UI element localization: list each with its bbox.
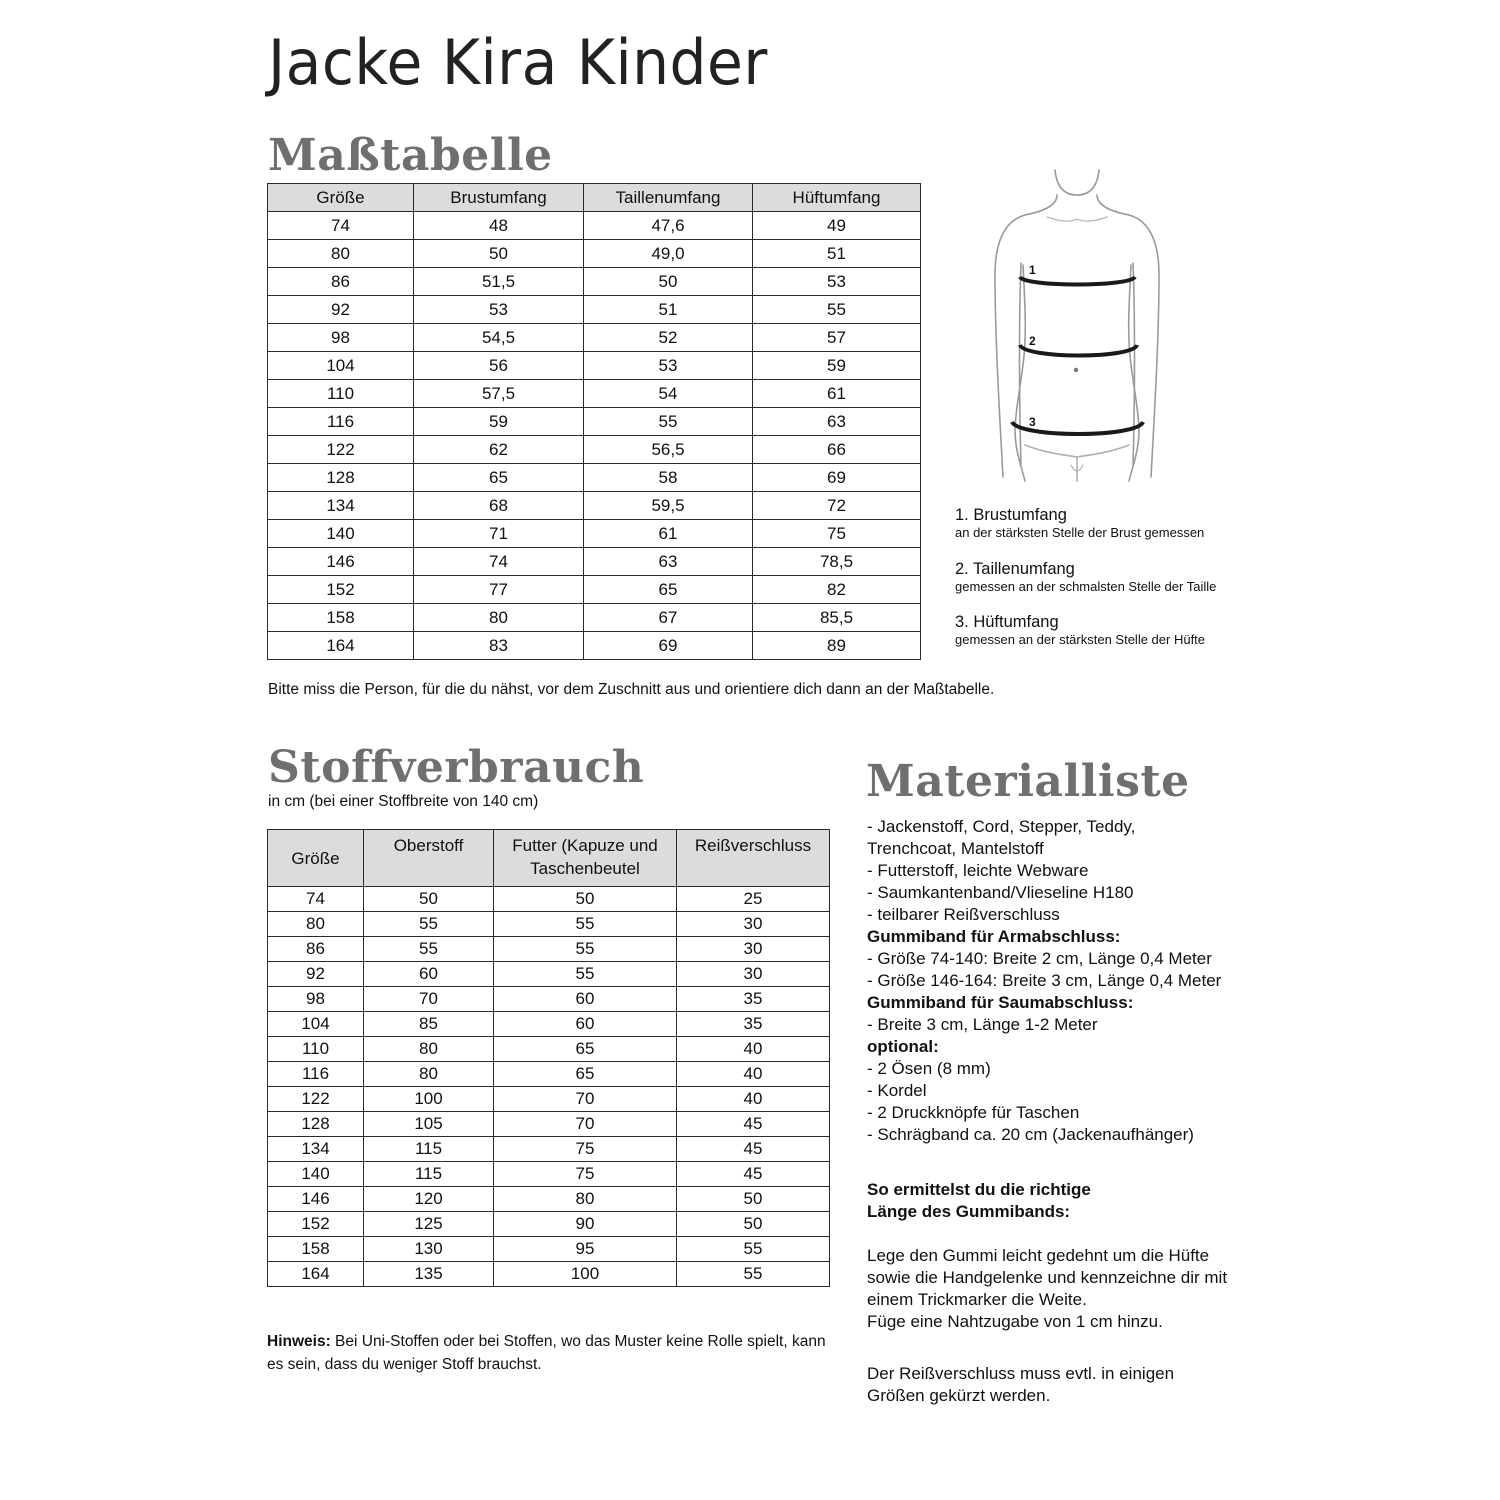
- table-cell: 146: [268, 548, 414, 576]
- table-row: [268, 408, 921, 436]
- table-cell: 134: [268, 1137, 364, 1162]
- table-row: [268, 1162, 830, 1187]
- table-cell: 51: [584, 296, 753, 324]
- fabric-usage-body: [268, 887, 830, 1287]
- table-cell: 92: [268, 296, 414, 324]
- table-cell: 47,6: [584, 212, 753, 240]
- table-cell: 82: [753, 576, 921, 604]
- table-cell: 95: [494, 1237, 677, 1262]
- table-cell: 67: [584, 604, 753, 632]
- table-cell: 59: [414, 408, 584, 436]
- table-row: [268, 1012, 830, 1037]
- zipper-note-line: Der Reißverschluss muss evtl. in einigen: [867, 1364, 1175, 1383]
- table-cell: 83: [414, 632, 584, 660]
- table-cell: 56,5: [584, 436, 753, 464]
- table-row: [268, 1037, 830, 1062]
- legend-item-waist: [955, 559, 1216, 595]
- table-cell: 52: [584, 324, 753, 352]
- table-cell: 60: [494, 987, 677, 1012]
- elastic-instructions: [867, 1179, 1287, 1407]
- table-row: [268, 324, 921, 352]
- table-row: [268, 1062, 830, 1087]
- column-header: Größe: [268, 184, 414, 212]
- table-cell: 50: [677, 1187, 830, 1212]
- elastic-heading-line-1: So ermittelst du die richtige: [867, 1180, 1091, 1199]
- table-cell: 50: [677, 1212, 830, 1237]
- table-cell: 50: [414, 240, 584, 268]
- table-cell: 80: [268, 912, 364, 937]
- legend-title: 3. Hüftumfang: [955, 613, 1059, 631]
- table-cell: 55: [677, 1262, 830, 1287]
- legend-title: 1. Brustumfang: [955, 506, 1067, 524]
- table-cell: 55: [364, 937, 494, 962]
- table-cell: 152: [268, 1212, 364, 1237]
- stoffverbrauch-subtitle: in cm (bei einer Stoffbreite von 140 cm): [268, 793, 539, 810]
- chest-band: [1020, 277, 1135, 285]
- table-cell: 61: [584, 520, 753, 548]
- table-cell: 59,5: [584, 492, 753, 520]
- table-cell: 115: [364, 1137, 494, 1162]
- table-cell: 158: [268, 1237, 364, 1262]
- table-cell: 70: [494, 1112, 677, 1137]
- column-header: Taillenumfang: [584, 184, 753, 212]
- table-row: [268, 962, 830, 987]
- table-cell: 92: [268, 962, 364, 987]
- table-cell: 116: [268, 408, 414, 436]
- legend-description: an der stärksten Stelle der Brust gemessen: [955, 525, 1205, 540]
- table-cell: 71: [414, 520, 584, 548]
- table-cell: 72: [753, 492, 921, 520]
- table-cell: 49,0: [584, 240, 753, 268]
- fabric-usage-table: [267, 829, 830, 1287]
- body-measurement-illustration: [985, 165, 1170, 485]
- table-row: [268, 576, 921, 604]
- hinweis-note: [267, 1330, 827, 1376]
- table-cell: 40: [677, 1037, 830, 1062]
- table-cell: 98: [268, 987, 364, 1012]
- elastic-text-line: Füge eine Nahtzugabe von 1 cm hinzu.: [867, 1312, 1163, 1331]
- material-item: - 2 Druckknöpfe für Taschen: [867, 1103, 1080, 1122]
- table-cell: 146: [268, 1187, 364, 1212]
- hinweis-text: Bei Uni-Stoffen oder bei Stoffen, wo das Muster keine Rolle spielt, kann es sein, dass du weniger Stoff brauchst.: [267, 1333, 826, 1373]
- table-header-row: [268, 184, 921, 212]
- elastic-text-line: Lege den Gummi leicht gedehnt um die Hüfte: [867, 1246, 1210, 1265]
- table-cell: 55: [677, 1237, 830, 1262]
- masstabelle-heading: Maßtabelle: [268, 130, 553, 181]
- stoffverbrauch-heading: Stoffverbrauch: [268, 742, 645, 793]
- table-cell: 30: [677, 937, 830, 962]
- table-cell: 40: [677, 1087, 830, 1112]
- table-cell: 48: [414, 212, 584, 240]
- material-item: - Saumkantenband/Vlieseline H180: [867, 883, 1134, 902]
- table-cell: 62: [414, 436, 584, 464]
- material-item: - Größe 74-140: Breite 2 cm, Länge 0,4 Meter: [867, 949, 1212, 968]
- table-row: [268, 937, 830, 962]
- marker-label-1: 1: [1029, 263, 1036, 277]
- table-cell: 53: [753, 268, 921, 296]
- table-cell: 100: [364, 1087, 494, 1112]
- material-group-heading: Gummiband für Saumabschluss:: [867, 993, 1134, 1012]
- table-cell: 65: [584, 576, 753, 604]
- table-cell: 74: [414, 548, 584, 576]
- material-item: - Größe 146-164: Breite 3 cm, Länge 0,4 Meter: [867, 971, 1222, 990]
- table-cell: 60: [494, 1012, 677, 1037]
- column-header: Reißverschluss: [677, 830, 830, 887]
- table-cell: 45: [677, 1112, 830, 1137]
- table-cell: 110: [268, 1037, 364, 1062]
- table-cell: 85,5: [753, 604, 921, 632]
- table-cell: 55: [584, 408, 753, 436]
- size-chart-body: [268, 212, 921, 660]
- table-cell: 89: [753, 632, 921, 660]
- table-cell: 105: [364, 1112, 494, 1137]
- table-row: [268, 464, 921, 492]
- waist-band: [1020, 345, 1137, 356]
- table-cell: 80: [364, 1037, 494, 1062]
- table-cell: 115: [364, 1162, 494, 1187]
- table-cell: 85: [364, 1012, 494, 1037]
- table-cell: 130: [364, 1237, 494, 1262]
- table-cell: 55: [494, 912, 677, 937]
- table-cell: 57: [753, 324, 921, 352]
- table-cell: 128: [268, 464, 414, 492]
- table-cell: 70: [494, 1087, 677, 1112]
- table-row: [268, 548, 921, 576]
- table-cell: 56: [414, 352, 584, 380]
- legend-description: gemessen an der stärksten Stelle der Hüfte: [955, 632, 1206, 647]
- table-cell: 54,5: [414, 324, 584, 352]
- table-cell: 164: [268, 1262, 364, 1287]
- column-header: Futter (Kapuze und Taschenbeutel: [494, 830, 677, 887]
- table-row: [268, 987, 830, 1012]
- table-cell: 55: [494, 937, 677, 962]
- column-header: Hüftumfang: [753, 184, 921, 212]
- table-cell: 70: [364, 987, 494, 1012]
- table-row: [268, 380, 921, 408]
- table-cell: 158: [268, 604, 414, 632]
- table-cell: 98: [268, 324, 414, 352]
- table-cell: 100: [494, 1262, 677, 1287]
- table-cell: 30: [677, 962, 830, 987]
- table-cell: 86: [268, 937, 364, 962]
- table-cell: 164: [268, 632, 414, 660]
- table-cell: 69: [753, 464, 921, 492]
- column-header: Größe: [268, 830, 364, 887]
- table-cell: 40: [677, 1062, 830, 1087]
- elastic-text-line: sowie die Handgelenke und kennzeichne dir mit: [867, 1268, 1228, 1287]
- table-cell: 120: [364, 1187, 494, 1212]
- table-cell: 65: [494, 1037, 677, 1062]
- table-cell: 53: [414, 296, 584, 324]
- table-cell: 58: [584, 464, 753, 492]
- table-row: [268, 436, 921, 464]
- table-cell: 49: [753, 212, 921, 240]
- table-cell: 54: [584, 380, 753, 408]
- table-cell: 35: [677, 987, 830, 1012]
- column-header: Oberstoff: [364, 830, 494, 887]
- table-cell: 30: [677, 912, 830, 937]
- material-group-heading: optional:: [867, 1037, 939, 1056]
- table-cell: 51,5: [414, 268, 584, 296]
- table-cell: 65: [494, 1062, 677, 1087]
- table-cell: 80: [414, 604, 584, 632]
- table-cell: 122: [268, 1087, 364, 1112]
- table-cell: 65: [414, 464, 584, 492]
- table-cell: 75: [753, 520, 921, 548]
- table-cell: 69: [584, 632, 753, 660]
- table-row: [268, 1262, 830, 1287]
- table-cell: 140: [268, 1162, 364, 1187]
- material-item: - Breite 3 cm, Länge 1-2 Meter: [867, 1015, 1098, 1034]
- table-cell: 80: [268, 240, 414, 268]
- table-cell: 50: [364, 887, 494, 912]
- table-row: [268, 1212, 830, 1237]
- table-cell: 152: [268, 576, 414, 604]
- table-cell: 25: [677, 887, 830, 912]
- table-cell: 59: [753, 352, 921, 380]
- table-cell: 55: [494, 962, 677, 987]
- table-row: [268, 887, 830, 912]
- table-cell: 134: [268, 492, 414, 520]
- legend-title: 2. Taillenumfang: [955, 560, 1075, 578]
- elastic-text-line: einem Trickmarker die Weite.: [867, 1290, 1087, 1309]
- material-item: - Kordel: [867, 1081, 927, 1100]
- table-row: [268, 1237, 830, 1262]
- table-cell: 135: [364, 1262, 494, 1287]
- table-cell: 116: [268, 1062, 364, 1087]
- table-cell: 61: [753, 380, 921, 408]
- document-title: Jacke Kira Kinder: [268, 26, 768, 99]
- legend-description: gemessen an der schmalsten Stelle der Taille: [955, 579, 1217, 594]
- table-cell: 77: [414, 576, 584, 604]
- table-cell: 74: [268, 212, 414, 240]
- table-cell: 35: [677, 1012, 830, 1037]
- table-cell: 57,5: [414, 380, 584, 408]
- size-chart-table: [267, 183, 921, 660]
- table-cell: 140: [268, 520, 414, 548]
- marker-label-2: 2: [1029, 334, 1036, 348]
- material-item: - 2 Ösen (8 mm): [867, 1059, 991, 1078]
- table-cell: 86: [268, 268, 414, 296]
- table-row: [268, 492, 921, 520]
- table-cell: 80: [364, 1062, 494, 1087]
- table-cell: 110: [268, 380, 414, 408]
- table-cell: 90: [494, 1212, 677, 1237]
- legend-item-hip: [955, 612, 1205, 648]
- zipper-note-line: Größen gekürzt werden.: [867, 1386, 1051, 1405]
- table-row: [268, 268, 921, 296]
- table-cell: 50: [584, 268, 753, 296]
- table-row: [268, 296, 921, 324]
- table-row: [268, 912, 830, 937]
- table-cell: 75: [494, 1162, 677, 1187]
- table-cell: 80: [494, 1187, 677, 1212]
- table-row: [268, 352, 921, 380]
- table-cell: 74: [268, 887, 364, 912]
- table-cell: 45: [677, 1162, 830, 1187]
- table-cell: 55: [364, 912, 494, 937]
- table-cell: 45: [677, 1137, 830, 1162]
- table-cell: 63: [584, 548, 753, 576]
- table-row: [268, 1087, 830, 1112]
- material-list: [867, 816, 1287, 1146]
- column-header: Brustumfang: [414, 184, 584, 212]
- navel-mark: [1074, 368, 1078, 372]
- marker-label-3: 3: [1029, 415, 1036, 429]
- table-row: [268, 520, 921, 548]
- table-row: [268, 632, 921, 660]
- table-row: [268, 212, 921, 240]
- material-item: - Jackenstoff, Cord, Stepper, Teddy,: [867, 817, 1136, 836]
- table-cell: 78,5: [753, 548, 921, 576]
- table-cell: 60: [364, 962, 494, 987]
- table-cell: 63: [753, 408, 921, 436]
- table-row: [268, 1137, 830, 1162]
- table-cell: 104: [268, 1012, 364, 1037]
- table-row: [268, 240, 921, 268]
- table-row: [268, 604, 921, 632]
- table-cell: 68: [414, 492, 584, 520]
- table-cell: 122: [268, 436, 414, 464]
- table-cell: 128: [268, 1112, 364, 1137]
- table-cell: 66: [753, 436, 921, 464]
- measure-note: Bitte miss die Person, für die du nähst, vor dem Zuschnitt aus und orientiere dich dann an der Maßtabelle.: [268, 681, 995, 698]
- table-row: [268, 1112, 830, 1137]
- table-header-row: [268, 830, 830, 887]
- material-item: Trenchcoat, Mantelstoff: [867, 839, 1044, 858]
- material-item: - Schrägband ca. 20 cm (Jackenaufhänger): [867, 1125, 1194, 1144]
- table-cell: 125: [364, 1212, 494, 1237]
- table-cell: 55: [753, 296, 921, 324]
- table-cell: 51: [753, 240, 921, 268]
- table-cell: 75: [494, 1137, 677, 1162]
- table-cell: 53: [584, 352, 753, 380]
- material-group-heading: Gummiband für Armabschluss:: [867, 927, 1121, 946]
- materialliste-heading: Materialliste: [866, 756, 1190, 807]
- table-row: [268, 1187, 830, 1212]
- material-item: - Futterstoff, leichte Webware: [867, 861, 1089, 880]
- hinweis-label: Hinweis:: [267, 1333, 331, 1350]
- legend-item-chest: [955, 505, 1204, 541]
- elastic-heading-line-2: Länge des Gummibands:: [867, 1202, 1071, 1221]
- table-cell: 104: [268, 352, 414, 380]
- table-cell: 50: [494, 887, 677, 912]
- material-item: - teilbarer Reißverschluss: [867, 905, 1060, 924]
